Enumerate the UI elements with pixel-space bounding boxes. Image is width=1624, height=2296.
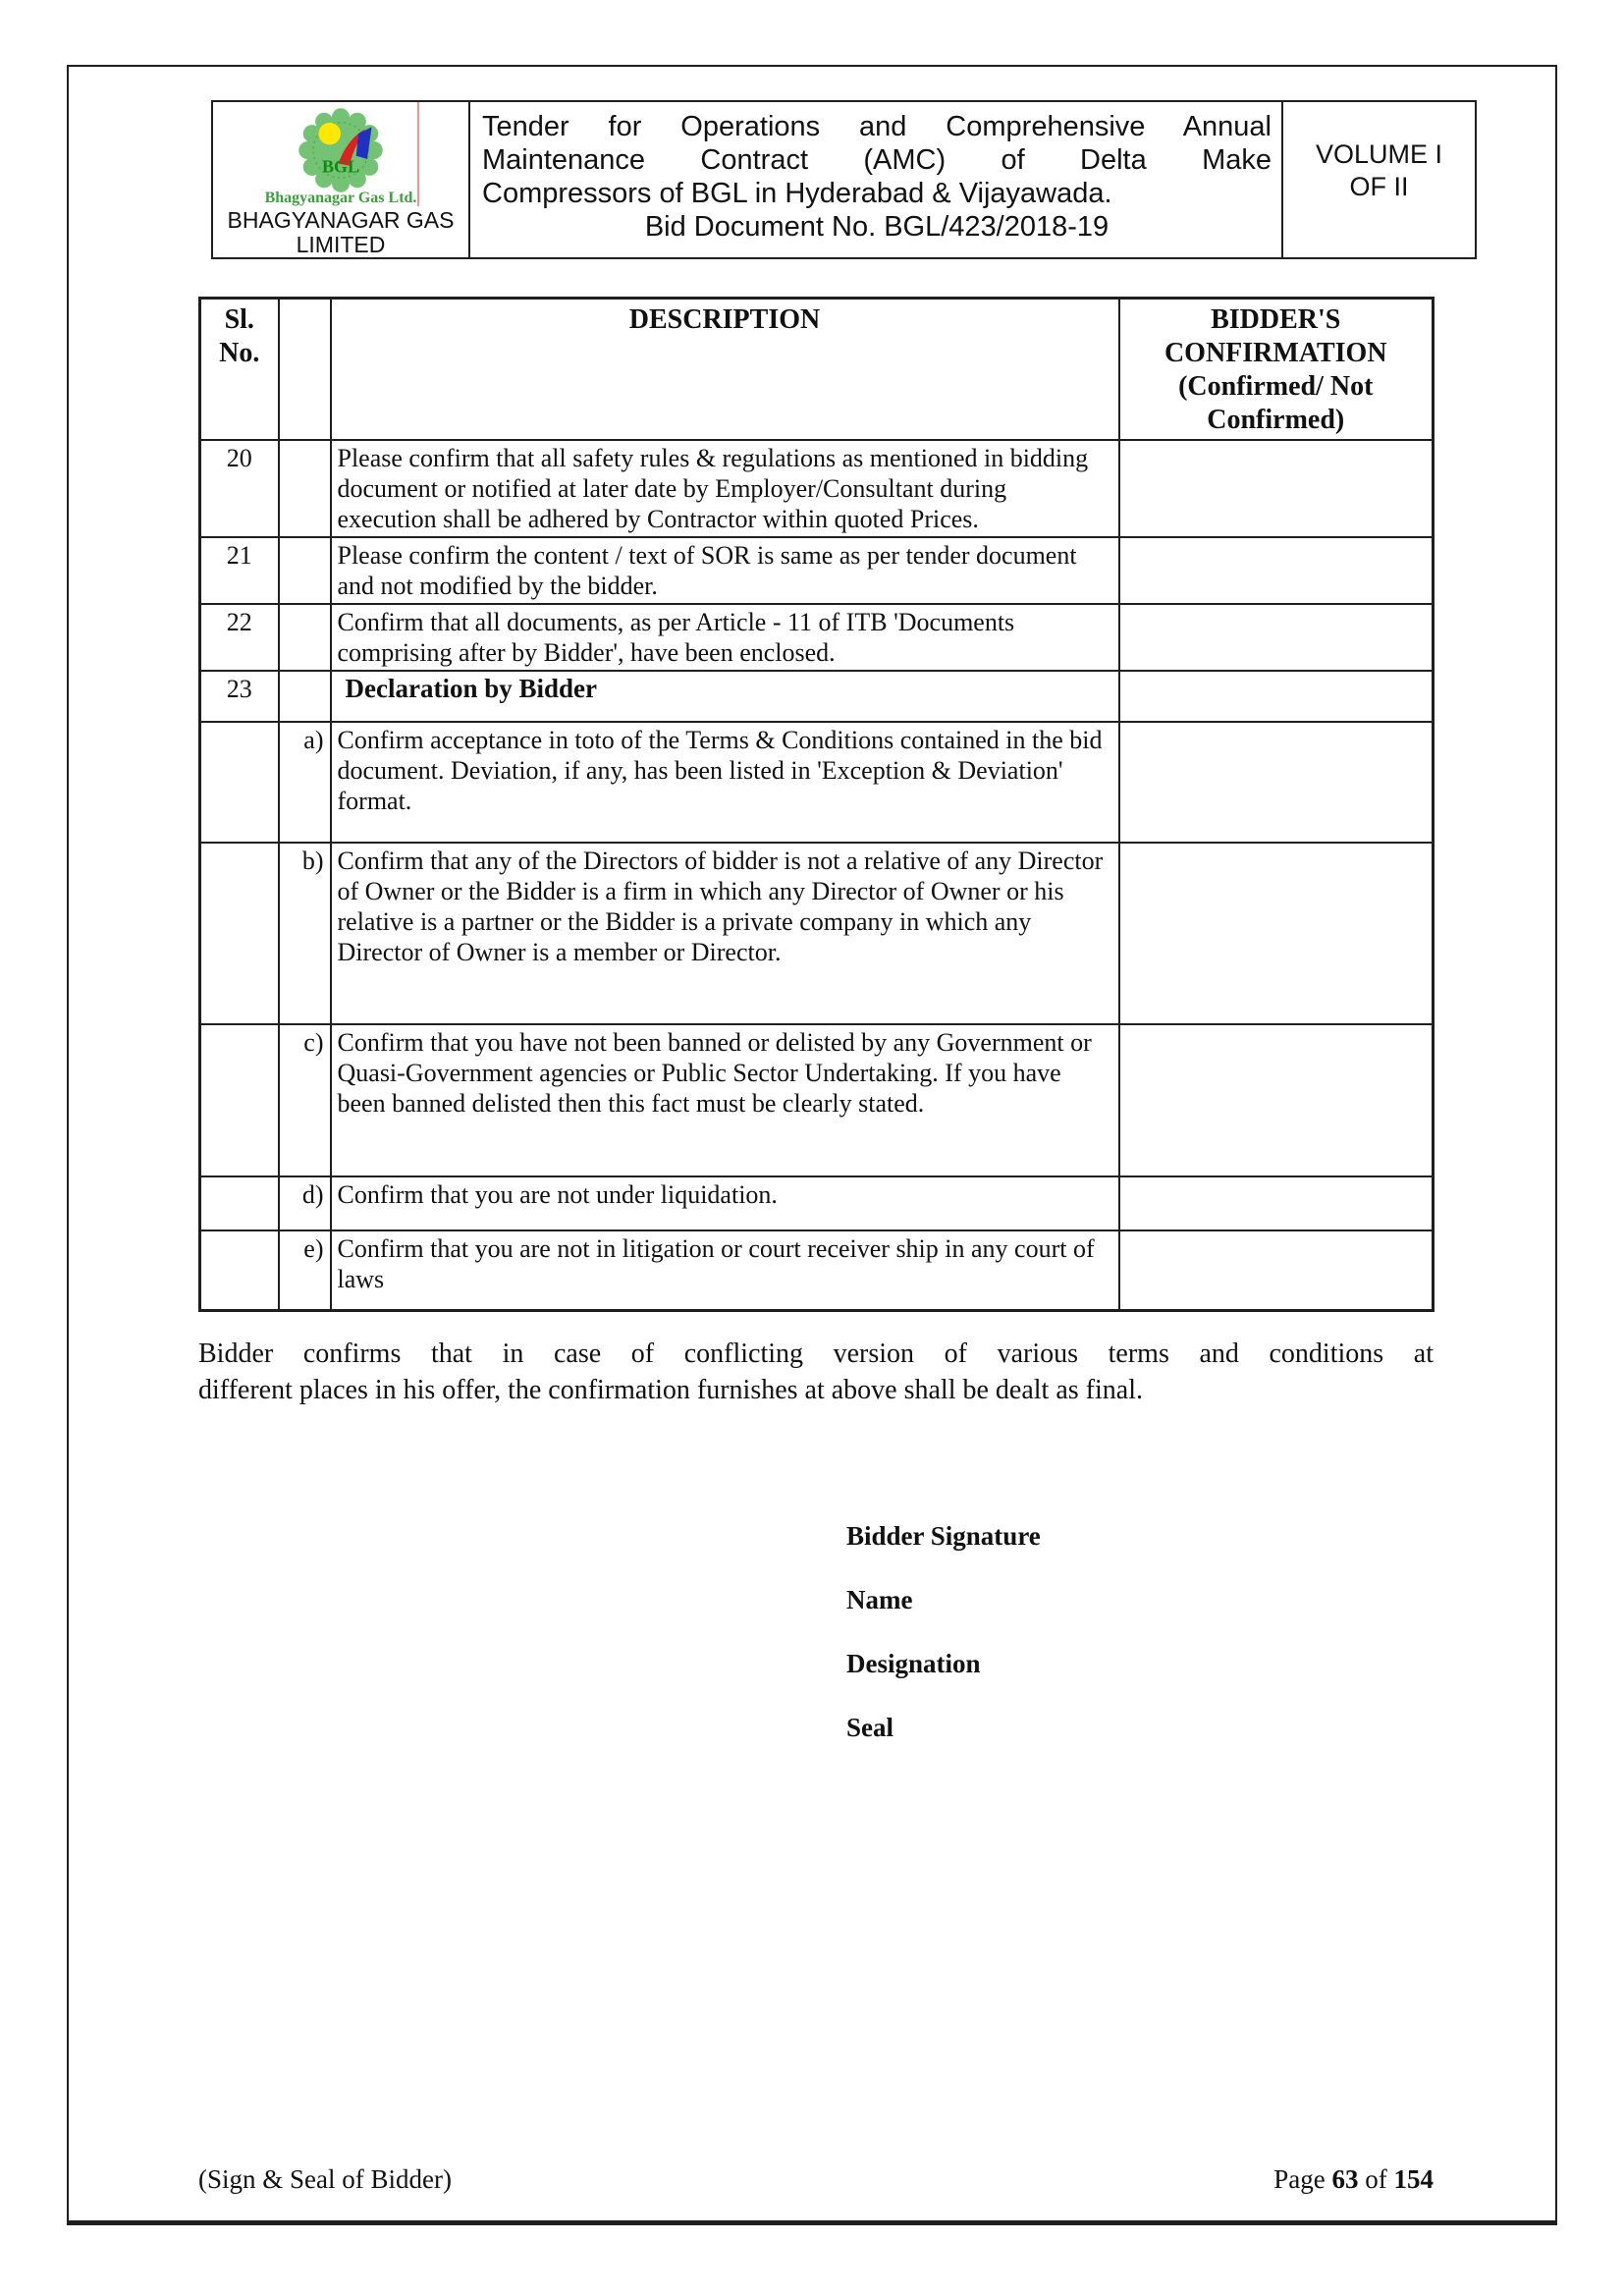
table-header-row xyxy=(200,299,1434,441)
tender-title-cell xyxy=(470,102,1283,257)
tender-title-line: Compressors of BGL in Hyderabad & Vijayawada. xyxy=(482,178,1112,209)
table-row xyxy=(200,537,1434,604)
closing-paragraph-line: Bidder confirms that in case of conflicting version of various terms and conditions at xyxy=(198,1339,1434,1369)
confirmation-cell xyxy=(1119,722,1434,843)
closing-paragraph xyxy=(198,1336,1434,1408)
confirmation-cell xyxy=(1119,843,1434,1024)
sub-letter-cell xyxy=(279,671,331,722)
sl-no-cell xyxy=(200,843,279,1024)
sl-no-cell xyxy=(200,722,279,843)
table-row xyxy=(200,671,1434,722)
seal-label: Seal xyxy=(846,1713,894,1742)
description-cell: Confirm acceptance in toto of the Terms & Conditions contained in the bid document. Deviation, if any, has been listed in 'Exception & Deviation' format. xyxy=(331,722,1119,843)
table-row xyxy=(200,722,1434,843)
page-indicator xyxy=(1273,2164,1434,2194)
description-cell: Confirm that you are not under liquidation. xyxy=(331,1176,1119,1230)
volume-line: OF II xyxy=(1349,172,1409,201)
table-row xyxy=(200,1024,1434,1176)
name-label: Name xyxy=(846,1585,913,1614)
scan-artifact-line xyxy=(417,102,419,206)
company-name: BHAGYANAGAR GAS LIMITED xyxy=(227,207,455,257)
page-of-word: of xyxy=(1365,2164,1387,2194)
sub-letter-cell: a) xyxy=(279,722,331,843)
sl-no-cell xyxy=(200,1176,279,1230)
logo-abbr-text: BGL xyxy=(321,156,360,177)
logo-sun-icon xyxy=(319,123,342,145)
sl-no-cell xyxy=(200,1024,279,1176)
logo-subtitle: Bhagyanagar Gas Ltd. xyxy=(264,190,417,206)
col-header-blank xyxy=(279,299,331,441)
page-word: Page xyxy=(1273,2164,1326,2194)
sl-no-cell: 21 xyxy=(200,537,279,604)
description-cell: Confirm that all documents, as per Article - 11 of ITB 'Documents comprising after by Bidder', have been enclosed. xyxy=(331,604,1119,671)
page-total: 154 xyxy=(1393,2164,1434,2194)
bidder-signature-label: Bidder Signature xyxy=(846,1521,1041,1551)
table-row xyxy=(200,604,1434,671)
confirmation-cell xyxy=(1119,671,1434,722)
sign-seal-note: (Sign & Seal of Bidder) xyxy=(198,2164,452,2194)
bgl-logo-icon xyxy=(284,106,398,194)
col-header-sl-no: Sl. No. xyxy=(200,299,279,441)
sub-letter-cell xyxy=(279,537,331,604)
col-header-description: DESCRIPTION xyxy=(331,299,1119,441)
sub-letter-cell: c) xyxy=(279,1024,331,1176)
page-border-frame xyxy=(67,65,1557,2225)
page-number: 63 xyxy=(1331,2164,1359,2194)
sl-no-cell: 20 xyxy=(200,440,279,537)
sub-letter-cell: d) xyxy=(279,1176,331,1230)
sl-no-cell xyxy=(200,1230,279,1310)
signature-block xyxy=(846,1522,1041,1777)
sub-letter-cell: e) xyxy=(279,1230,331,1310)
sl-no-cell: 22 xyxy=(200,604,279,671)
description-cell: Confirm that you are not in litigation or court receiver ship in any court of laws xyxy=(331,1230,1119,1310)
description-cell: Confirm that you have not been banned or delisted by any Government or Quasi-Government agencies or Public Sector Undertaking. If you have been banned delisted then this fact must be clearly stated. xyxy=(331,1024,1119,1176)
confirmation-cell xyxy=(1119,1024,1434,1176)
description-cell: Please confirm that all safety rules & regulations as mentioned in bidding document or notified at later date by Employer/Consultant during execution shall be adhered by Contractor within quoted Prices. xyxy=(331,440,1119,537)
table-row xyxy=(200,440,1434,537)
confirmation-cell xyxy=(1119,440,1434,537)
sub-letter-cell: b) xyxy=(279,843,331,1024)
bidder-confirmation-table xyxy=(198,297,1435,1312)
sub-letter-cell xyxy=(279,604,331,671)
table-row xyxy=(200,1230,1434,1310)
tender-title-line: Tender for Operations and Comprehensive Annual xyxy=(482,111,1272,142)
table-row xyxy=(200,1176,1434,1230)
volume-cell xyxy=(1283,102,1475,257)
sub-letter-cell xyxy=(279,440,331,537)
tender-title-line: Maintenance Contract (AMC) of Delta Make xyxy=(482,144,1272,176)
table-row xyxy=(200,843,1434,1024)
description-cell: Declaration by Bidder xyxy=(331,671,1119,722)
volume-line: VOLUME I xyxy=(1315,139,1443,169)
confirmation-cell xyxy=(1119,1176,1434,1230)
col-header-confirmation: BIDDER'S CONFIRMATION (Confirmed/ Not Confirmed) xyxy=(1119,299,1434,441)
designation-label: Designation xyxy=(846,1649,981,1678)
confirmation-cell xyxy=(1119,1230,1434,1310)
bid-document-number: Bid Document No. BGL/423/2018-19 xyxy=(644,211,1110,243)
description-cell: Confirm that any of the Directors of bidder is not a relative of any Director of Owner or the Bidder is a firm in which any Director of Owner or his relative is a partner or the Bidder is a private company in which any Director of Owner is a member or Director. xyxy=(331,843,1119,1024)
confirmation-cell xyxy=(1119,537,1434,604)
confirmation-cell xyxy=(1119,604,1434,671)
closing-paragraph-line: different places in his offer, the confirmation furnishes at above shall be dealt as final. xyxy=(198,1375,1143,1405)
logo-cell xyxy=(213,102,470,257)
document-header xyxy=(211,100,1477,259)
description-cell: Please confirm the content / text of SOR is same as per tender document and not modified by the bidder. xyxy=(331,537,1119,604)
page-footer xyxy=(198,2164,1434,2194)
sl-no-cell: 23 xyxy=(200,671,279,722)
